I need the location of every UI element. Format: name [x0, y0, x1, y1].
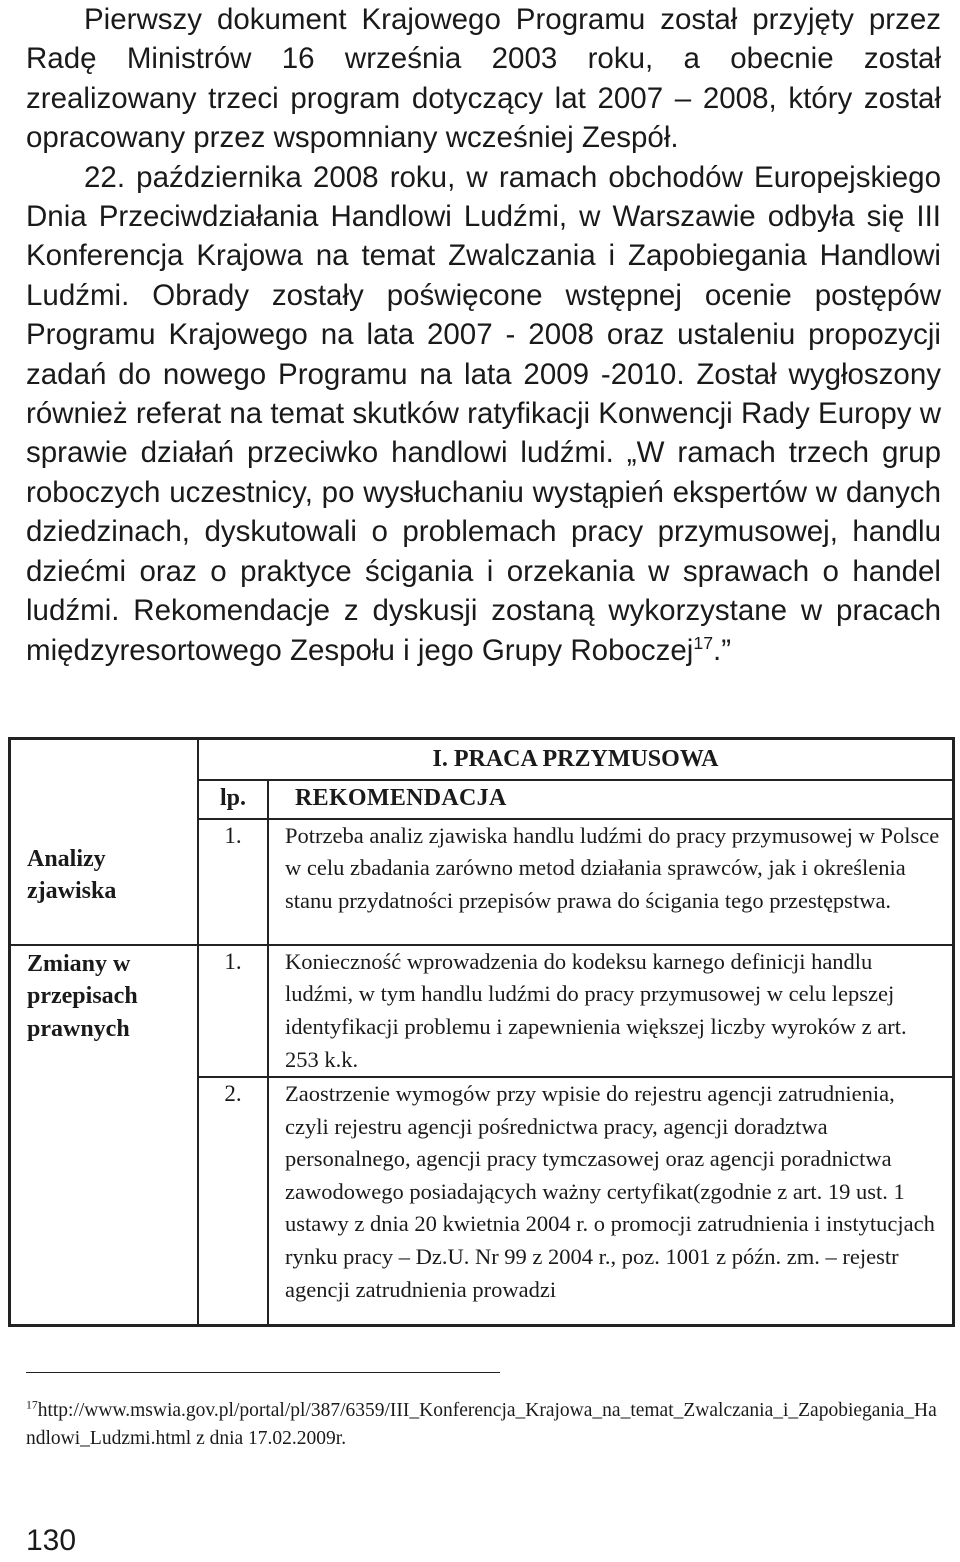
row-recommendation: Konieczność wprowadzenia do kodeksu karnego definicji handlu ludźmi, w tym handlu ludźmi do pracy przymusowej w celu lepszej identyfikacji problemu i zapewnienia większej liczby wyroków z art. 253 k.k.	[268, 945, 954, 1077]
category-cell	[10, 819, 199, 945]
column-header-recommendation: REKOMENDACJA	[268, 780, 954, 819]
table-title-row	[10, 739, 954, 780]
footnote-ref[interactable]: 17	[693, 632, 714, 653]
table-row	[10, 819, 954, 945]
table-row	[10, 945, 954, 1077]
category-header-cell	[10, 739, 199, 819]
row-recommendation: Potrzeba analiz zjawiska handlu ludźmi do pracy przymusowej w Polsce w celu zbadania zarówno metod działania sprawców, jak i określenia stanu przydatności przepisów prawa do ścigania tego przestępstwa.	[268, 819, 954, 945]
paragraph-2	[26, 158, 941, 670]
footnote	[26, 1397, 946, 1453]
table-title: I. PRACA PRZYMUSOWA	[198, 739, 954, 780]
footnote-separator	[26, 1372, 500, 1373]
paragraph-2-end: .”	[713, 633, 732, 667]
body-text	[26, 0, 941, 670]
column-header-lp: lp.	[198, 780, 268, 819]
row-lp: 2.	[198, 1077, 268, 1325]
row-recommendation: Zaostrzenie wymogów przy wpisie do rejestru agencji zatrudnienia, czyli rejestru agencji pośrednictwa pracy, agencji doradztwa personalnego, agencji pracy tymczasowej oraz agencji poradnictwa zawodowego posiadających ważny certyfikat(zgodnie z art. 19 ust. 1 ustawy z dnia 20 kwietnia 2004 r. o promocji zatrudnienia i instytucjach rynku pracy – Dz.U. Nr 99 z 2004 r., poz. 1001 z późn. zm. – rejestr agencji zatrudnienia prowadzi	[285, 1081, 935, 1302]
recommendations-table	[8, 737, 955, 1327]
paragraph-2-text: 22. października 2008 roku, w ramach obchodów Europejskiego Dnia Przeciwdziałania Handlowi Ludźmi, w Warszawie odbyła się III Konferencja Krajowa na temat Zwalczania i Zapobiegania Handlowi Ludźmi. Obrady zostały poświęcone wstępnej ocenie postępów Programu Krajowego na lata 2007 - 2008 oraz ustaleniu propozycji zadań do nowego Programu na lata 2009 -2010. Został wygłoszony również referat na temat skutków ratyfikacji Konwencji Rady Europy w sprawie działań przeciwko handlowi ludźmi. „W ramach trzech grup roboczych uczestnicy, po wysłuchaniu wystąpień ekspertów w danych dziedzinach, dyskutowali o problemach pracy przymusowej, handlu dziećmi oraz o praktyce ścigania i orzekania w sprawach o handel ludźmi. Rekomendacje z dyskusji zostaną wykorzystane w pracach międzyresortowego Zespołu i jego Grupy Roboczej	[26, 160, 941, 667]
footnote-number: 17	[26, 1398, 38, 1412]
footnote-link[interactable]: http://www.mswia.gov.pl/portal/pl/387/6359/III_Konferencja_Krajowa_na_temat_Zwalczania_i_Zapobiegania_Handlowi_Ludzmi.html z dnia 17.02.2009r.	[26, 1400, 937, 1449]
row-lp: 1.	[198, 819, 268, 945]
category-cell	[10, 945, 199, 1326]
page-number: 130	[26, 1524, 77, 1557]
category-legal-changes: Zmiany w przepisach prawnych	[27, 950, 138, 1042]
row-lp: 1.	[198, 945, 268, 1077]
category-analysis: Analizy zjawiska	[27, 845, 117, 905]
paragraph-1: Pierwszy dokument Krajowego Programu został przyjęty przez Radę Ministrów 16 września 2003 roku, a obecnie został zrealizowany trzeci program dotyczący lat 2007 – 2008, który został opracowany przez wspomniany wcześniej Zespół.	[26, 3, 941, 155]
